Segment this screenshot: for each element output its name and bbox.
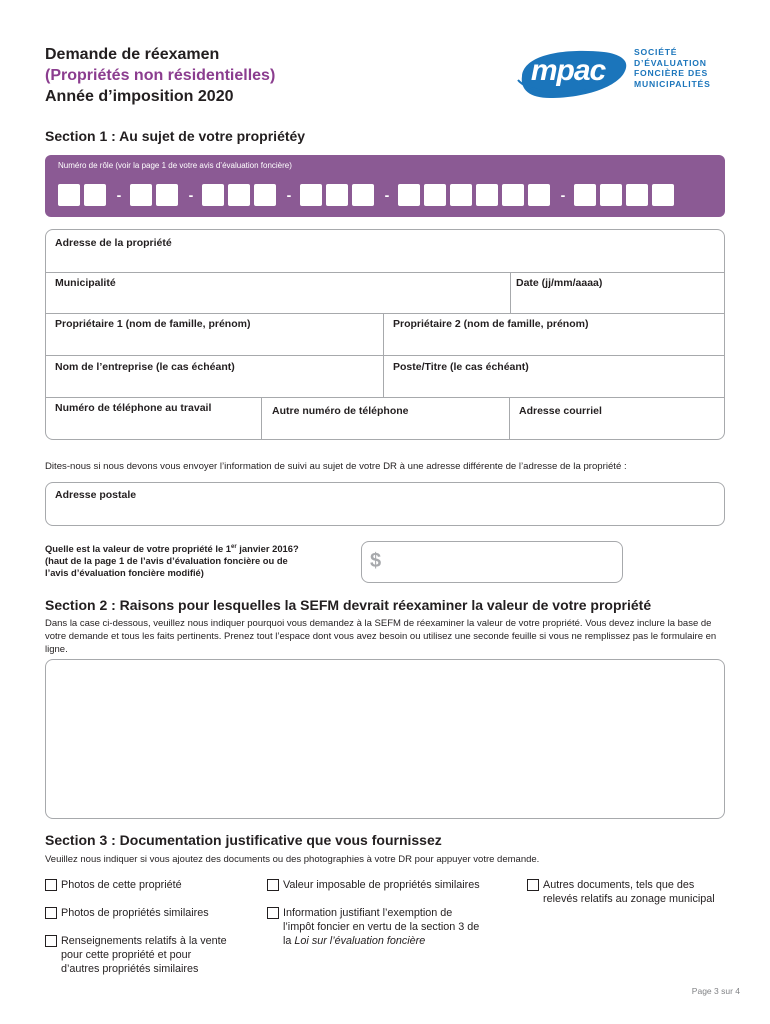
roll-digit-box[interactable] [58,184,80,206]
roll-digit-box[interactable] [502,184,524,206]
roll-digit-box[interactable] [300,184,322,206]
roll-digit-box[interactable] [574,184,596,206]
title-line-1: Demande de réexamen [45,46,220,63]
roll-digit-box[interactable] [600,184,622,206]
checkbox-square[interactable] [45,935,57,947]
checkbox-other-documents[interactable] [527,878,732,906]
owner-1-field[interactable]: Propriétaire 1 (nom de famille, prénom) [55,318,251,330]
mailing-address-note: Dites-nous si nous devons vous envoyer l’information de suivi au sujet de votre DR à une adresse différente de l’adresse de la propriété : [45,461,627,472]
other-phone-field[interactable]: Autre numéro de téléphone [272,405,409,417]
roll-digit-box[interactable] [130,184,152,206]
position-title-field[interactable]: Poste/Titre (le cas échéant) [393,361,529,373]
roll-digit-box[interactable] [398,184,420,206]
property-value-question [45,541,345,579]
checkbox-label: Valeur imposable de propriétés similaires [283,879,480,891]
logo-text-line-4: MUNICIPALITÉS [634,78,711,89]
roll-digit-box[interactable] [476,184,498,206]
work-phone-field[interactable]: Numéro de téléphone au travail [55,402,212,414]
title-line-3: Année d’imposition 2020 [45,88,234,105]
col-divider [510,272,511,313]
roll-digit-box[interactable] [202,184,224,206]
roll-digit-box[interactable] [528,184,550,206]
roll-digit-box[interactable] [326,184,348,206]
row-divider [46,355,724,356]
roll-number-inputs [58,184,678,206]
section-3-intro: Veuillez nous indiquer si vous ajoutez des documents ou des photographies à votre DR pour appuyer votre demande. [45,854,540,865]
checkbox-assessed-values[interactable] [267,878,517,892]
question-line-1b: janvier 2016? [236,543,299,555]
col-divider [261,397,262,440]
roll-digit-box[interactable] [424,184,446,206]
question-line-1a: Quelle est la valeur de votre propriété le 1 [45,543,232,555]
roll-separator: - [286,187,292,203]
row-divider [46,397,724,398]
reasons-text-area[interactable] [45,659,725,819]
checkbox-label [283,906,482,948]
checkbox-square[interactable] [267,907,279,919]
logo-text-line-2: D’ÉVALUATION [634,57,707,68]
exemption-text: Information justifiant l’exemption de l’impôt foncier en vertu de la section 3 de la [283,907,480,947]
business-name-field[interactable]: Nom de l’entreprise (le cas échéant) [55,361,235,373]
roll-digit-box[interactable] [352,184,374,206]
email-field[interactable]: Adresse courriel [519,405,602,417]
roll-digit-box[interactable] [652,184,674,206]
checkbox-square[interactable] [267,879,279,891]
page-number: Page 3 sur 4 [691,986,740,996]
row-divider [46,272,724,273]
logo-text-line-3: FONCIÈRE DES [634,68,709,78]
roll-separator: - [560,187,566,203]
row-divider [46,313,724,314]
section-2-title: Section 2 : Raisons pour lesquelles la SEFM devrait réexaminer la valeur de votre propriété [45,597,652,613]
owner-2-field[interactable]: Propriétaire 2 (nom de famille, prénom) [393,318,589,330]
checkbox-square[interactable] [527,879,539,891]
mailing-address-label: Adresse postale [55,489,137,501]
dollar-sign: $ [370,550,382,572]
roll-digit-box[interactable] [84,184,106,206]
checkbox-photos-property[interactable] [45,878,255,892]
section-3-title: Section 3 : Documentation justificative que vous fournissez [45,832,442,848]
roll-digit-box[interactable] [156,184,178,206]
col-divider [383,313,384,397]
checkbox-label: Autres documents, tels que des relevés relatifs au zonage municipal [543,879,715,905]
roll-digit-box[interactable] [626,184,648,206]
checkbox-sales-info[interactable] [45,934,230,976]
logo-text-line-1: SOCIÉTÉ [634,47,678,57]
form-title [45,44,275,107]
date-field[interactable]: Date (jj/mm/aaaa) [516,277,603,289]
mpac-logo [516,46,728,100]
checkbox-square[interactable] [45,907,57,919]
roll-separator: - [116,187,122,203]
checkbox-square[interactable] [45,879,57,891]
question-line-2: (haut de la page 1 de l’avis d’évaluation foncière ou de [45,555,288,567]
col-divider [509,397,510,440]
roll-number-label: Numéro de rôle (voir la page 1 de votre avis d’évaluation foncière) [58,161,292,170]
roll-digit-box[interactable] [254,184,276,206]
roll-separator: - [384,187,390,203]
checkbox-label: Photos de propriétés similaires [61,907,209,919]
question-line-3: l’avis d’évaluation foncière modifié) [45,567,204,579]
checkbox-tax-exemption[interactable] [267,906,482,948]
title-line-2: (Propriétés non résidentielles) [45,67,276,84]
exemption-law-name: Loi sur l’évaluation foncière [294,935,426,947]
property-value-input[interactable] [361,541,623,583]
municipality-field[interactable]: Municipalité [55,277,116,289]
property-address-field[interactable]: Adresse de la propriété [55,237,172,249]
property-info-box [45,229,725,440]
roll-number-panel [45,155,725,217]
logo-wordmark: mpac [530,54,606,87]
section-2-instructions: Dans la case ci-dessous, veuillez nous indiquer pourquoi vous demandez à la SEFM de réexaminer la valeur de votre propriété. Vous devez inclure la base de votre demande et tous les faits pertinents. Prenez tout l’espace dont vous avez besoin ou utilisez une seconde feuille si vous ne remplissez pas le formulaire en ligne. [45,618,717,655]
logo-org-name [634,47,711,89]
checkbox-label: Photos de cette propriété [61,879,182,891]
question-superscript: er [231,544,237,550]
roll-digit-box[interactable] [228,184,250,206]
section-1-title: Section 1 : Au sujet de votre propriétéy [45,128,306,144]
roll-separator: - [188,187,194,203]
checkbox-photos-similar[interactable] [45,906,255,920]
checkbox-label: Renseignements relatifs à la vente pour cette propriété et pour d’autres propriétés similaires [61,935,227,975]
mailing-address-field[interactable] [45,482,725,526]
roll-digit-box[interactable] [450,184,472,206]
